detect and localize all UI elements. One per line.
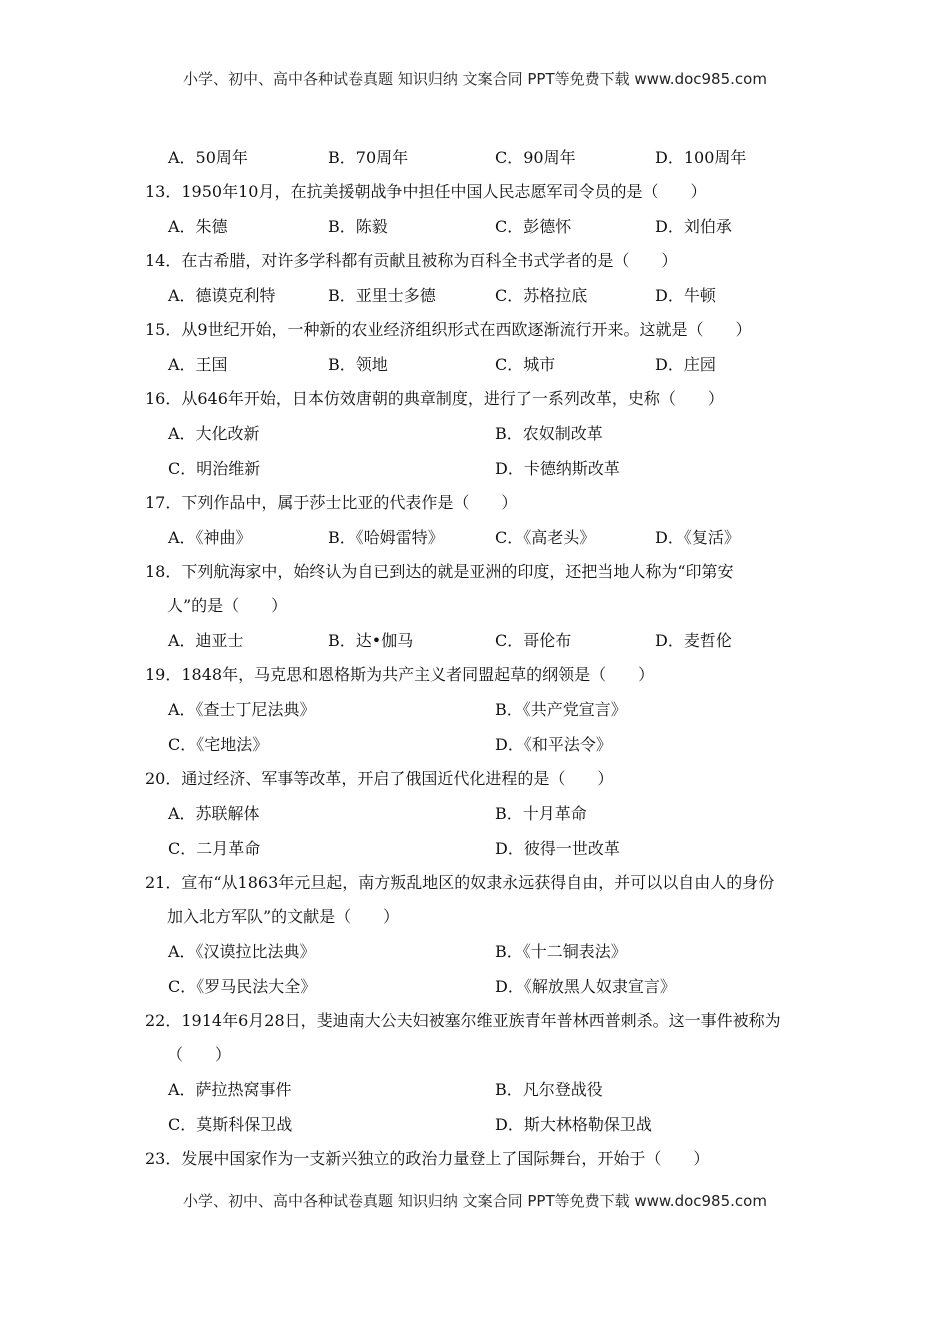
- option-c: C．《罗马民法大全》: [168, 977, 317, 996]
- page-header: 小学、初中、高中各种试卷真题 知识归纳 文案合同 PPT等免费下载 www.doc985.com: [183, 70, 767, 88]
- options-row-q19-ab: [0, 692, 950, 727]
- question-stem: 13．1950年10月，在抗美援朝战争中担任中国人民志愿军司令员的是（ ）: [145, 182, 707, 201]
- question-stem: 21．宣布“从1863年元旦起，南方叛乱地区的奴隶永远获得自由，并可以以自由人的身份: [145, 873, 775, 892]
- question-18: [0, 555, 825, 623]
- question-stem: 16．从646年开始，日本仿效唐朝的典章制度，进行了一系列改革，史称（ ）: [145, 389, 724, 408]
- option-c: C．《宅地法》: [168, 735, 269, 754]
- option-b: B．陈毅: [328, 217, 388, 236]
- question-stem: 14．在古希腊，对许多学科都有贡献且被称为百科全书式学者的是（ ）: [145, 251, 678, 270]
- option-d: D．《和平法令》: [495, 735, 612, 754]
- question-list: [0, 140, 950, 1176]
- options-row-q20-ab: [0, 796, 950, 831]
- question-stem: 22．1914年6月28日，斐迪南大公夫妇被塞尔维亚族青年普林西普刺杀。这一事件被称为: [145, 1011, 781, 1030]
- options-row-q12: [0, 140, 950, 175]
- option-a: A．德谟克利特: [168, 286, 276, 305]
- question-16: [0, 382, 825, 416]
- question-13: [0, 175, 825, 209]
- option-d: D．《复活》: [655, 528, 740, 547]
- option-b: B．领地: [328, 355, 388, 374]
- options-row-q15: [0, 347, 950, 382]
- option-b: B．《十二铜表法》: [495, 942, 627, 961]
- option-d: D．100周年: [655, 148, 747, 167]
- option-a: A．萨拉热窝事件: [168, 1080, 292, 1099]
- page-footer: 小学、初中、高中各种试卷真题 知识归纳 文案合同 PPT等免费下载 www.doc985.com: [183, 1192, 767, 1210]
- question-stem: 20．通过经济、军事等改革，开启了俄国近代化进程的是（ ）: [145, 769, 614, 788]
- option-b: B．达•伽马: [328, 631, 414, 650]
- option-d: D．《解放黑人奴隶宣言》: [495, 977, 676, 996]
- option-a: A．苏联解体: [168, 804, 260, 823]
- question-20: [0, 762, 825, 796]
- options-row-q14: [0, 278, 950, 313]
- option-c: C．二月革命: [168, 839, 261, 858]
- option-c: C．哥伦布: [495, 631, 572, 650]
- question-stem-continued: 加入北方军队”的文献是（ ）: [167, 907, 400, 926]
- options-row-q19-cd: [0, 727, 950, 762]
- option-b: B．70周年: [328, 148, 409, 167]
- option-d: D．斯大林格勒保卫战: [495, 1115, 652, 1134]
- question-22: [0, 1004, 825, 1072]
- option-c: C．明治维新: [168, 459, 261, 478]
- option-c: C．90周年: [495, 148, 576, 167]
- options-row-q22-cd: [0, 1107, 950, 1142]
- question-19: [0, 658, 825, 692]
- option-c: C．《高老头》: [495, 528, 596, 547]
- question-stem-continued: （ ）: [167, 1045, 232, 1064]
- option-c: C．城市: [495, 355, 556, 374]
- option-b: B．十月革命: [495, 804, 587, 823]
- options-row-q20-cd: [0, 831, 950, 866]
- option-b: B．凡尔登战役: [495, 1080, 603, 1099]
- question-stem-continued: 人”的是（ ）: [167, 596, 288, 615]
- option-d: D．庄园: [655, 355, 716, 374]
- question-23: [0, 1142, 825, 1176]
- question-stem: 19．1848年，马克思和恩格斯为共产主义者同盟起草的纲领是（ ）: [145, 665, 655, 684]
- options-row-q16-ab: [0, 416, 950, 451]
- option-c: C．苏格拉底: [495, 286, 588, 305]
- option-a: A．大化改新: [168, 424, 260, 443]
- option-c: C．莫斯科保卫战: [168, 1115, 293, 1134]
- option-b: B．《共产党宣言》: [495, 700, 627, 719]
- options-row-q17: [0, 520, 950, 555]
- options-row-q16-cd: [0, 451, 950, 486]
- question-21: [0, 866, 825, 934]
- option-c: C．彭德怀: [495, 217, 572, 236]
- option-d: D．麦哲伦: [655, 631, 732, 650]
- option-b: B．《哈姆雷特》: [328, 528, 444, 547]
- option-a: A．迪亚士: [168, 631, 244, 650]
- option-d: D．刘伯承: [655, 217, 732, 236]
- question-stem: 23．发展中国家作为一支新兴独立的政治力量登上了国际舞台，开始于（ ）: [145, 1149, 710, 1168]
- question-stem: 18．下列航海家中，始终认为自已到达的就是亚洲的印度，还把当地人称为“印第安: [145, 562, 734, 581]
- question-15: [0, 313, 825, 347]
- option-a: A．《神曲》: [168, 528, 252, 547]
- option-d: D．彼得一世改革: [495, 839, 620, 858]
- option-a: A．《查士丁尼法典》: [168, 700, 316, 719]
- option-b: B．亚里士多德: [328, 286, 436, 305]
- option-d: D．卡德纳斯改革: [495, 459, 620, 478]
- options-row-q22-ab: [0, 1072, 950, 1107]
- option-a: A．《汉谟拉比法典》: [168, 942, 316, 961]
- options-row-q13: [0, 209, 950, 244]
- option-d: D．牛顿: [655, 286, 716, 305]
- option-b: B．农奴制改革: [495, 424, 603, 443]
- option-a: A．朱德: [168, 217, 228, 236]
- option-a: A．50周年: [168, 148, 248, 167]
- question-stem: 17．下列作品中，属于莎士比亚的代表作是（ ）: [145, 493, 518, 512]
- question-stem: 15．从9世纪开始，一种新的农业经济组织形式在西欧逐渐流行开来。这就是（ ）: [145, 320, 752, 339]
- options-row-q21-cd: [0, 969, 950, 1004]
- options-row-q18: [0, 623, 950, 658]
- question-14: [0, 244, 825, 278]
- options-row-q21-ab: [0, 934, 950, 969]
- option-a: A．王国: [168, 355, 228, 374]
- question-17: [0, 486, 825, 520]
